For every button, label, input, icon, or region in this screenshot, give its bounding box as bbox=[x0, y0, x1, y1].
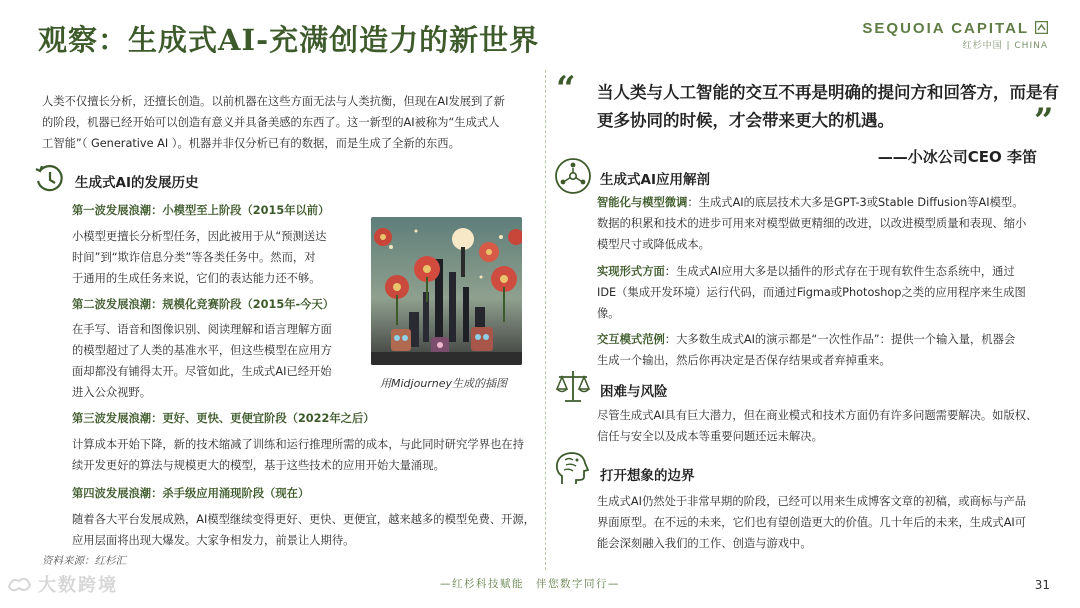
intro-line: 工智能”（ Generative AI ）。机器并非仅分析已有的数据，而是生成了全新的东西。 bbox=[42, 137, 460, 150]
history-heading: 生成式AI的发展历史 bbox=[75, 175, 199, 191]
app-item-2-line: IDE（集成开发环境）运行代码，而通过Figma或Photoshop之类的应用程序来生成图 bbox=[597, 286, 1026, 299]
network-nodes-icon bbox=[554, 157, 592, 195]
app-item-2-line: ：生成式AI应用大多是以插件的形式存在于现有软件生态系统中，通过 bbox=[664, 265, 1015, 278]
scales-icon bbox=[554, 368, 592, 404]
logo-sub-text: 红杉中国 | CHINA bbox=[962, 41, 1048, 51]
wave-1-line: 时间”到“欺诈信息分类”等各类任务中。然而，对 bbox=[72, 251, 316, 264]
app-item-1 bbox=[597, 192, 1026, 255]
app-item-2-label: 实现形式方面 bbox=[597, 265, 665, 278]
brain-head-icon bbox=[552, 450, 592, 488]
wave-4-line: 随着各大平台发展成熟，AI模型继续变得更好、更快、更便宜，越来越多的模型免费、开源， bbox=[72, 513, 535, 526]
applications-heading: 生成式AI应用解剖 bbox=[600, 172, 710, 188]
app-item-3-line: ：大多数生成式AI的演示都是“一次性作品”：提供一个输入量，机器会 bbox=[664, 333, 1016, 346]
page-number: 31 bbox=[1034, 578, 1050, 592]
imagination-line: 界面原型。在不远的未来，它们也有望创造更大的价值。几十年后的未来，生成式AI可 bbox=[597, 516, 1027, 529]
intro-paragraph bbox=[42, 91, 505, 154]
wave-1-title: 第一波发展浪潮：小模型至上阶段（2015年以前） bbox=[72, 204, 330, 217]
app-item-3-label: 交互模式范例 bbox=[597, 333, 665, 346]
wave-1-line: 小模型更擅长分析型任务，因此被用于从“预测送达 bbox=[72, 230, 327, 243]
open-quote-mark: “ bbox=[556, 69, 576, 109]
risks-line: 尽管生成式AI具有巨大潜力，但在商业模式和技术方面仍有许多问题需要解决。如版权、 bbox=[597, 409, 1038, 422]
page-title: 观察：生成式AI-充满创造力的新世界 bbox=[38, 23, 540, 57]
wave-4-text bbox=[72, 509, 535, 551]
wave-3-title: 第三波发展浪潮：更好、更快、更便宜阶段（2022年之后） bbox=[72, 412, 375, 425]
app-item-1-line: 数据的积累和技术的进步可用来对模型做更精细的改进，以改进模型质量和表现、缩小 bbox=[597, 217, 1027, 230]
watermark bbox=[6, 571, 118, 597]
wave-2-text bbox=[72, 319, 332, 403]
illustration-caption: 用Midjourney生成的插图 bbox=[380, 377, 508, 390]
wave-4-line: 应用层面将出现大爆发。大家争相发力，前景让人期待。 bbox=[72, 534, 355, 547]
quote-author: ——小冰公司CEO 李笛 bbox=[877, 148, 1037, 166]
risks-heading: 困难与风险 bbox=[600, 384, 668, 400]
risks-text bbox=[597, 405, 1037, 447]
imagination-line: 能会深刻融入我们的工作、创造与游戏中。 bbox=[597, 537, 812, 550]
app-item-1-line: 模型尺寸或降低成本。 bbox=[597, 238, 710, 251]
wave-4-title: 第四波发展浪潮：杀手级应用涌现阶段（现在） bbox=[72, 487, 310, 500]
intro-line: 的阶段，机器已经开始可以创造有意义并具备美感的东西了。这一新型的AI被称为“生成式人 bbox=[42, 116, 500, 129]
wave-2-title: 第二波发展浪潮：规模化竞赛阶段（2015年-今天） bbox=[72, 298, 335, 311]
watermark-text: 大数跨境 bbox=[38, 575, 118, 596]
app-item-2-line: 像。 bbox=[597, 307, 620, 320]
imagination-line: 生成式AI仍然处于非常早期的阶段，已经可以用来生成博客文章的初稿，或商标与产品 bbox=[597, 495, 1027, 508]
app-item-3 bbox=[597, 329, 1015, 371]
quote-line: 更多协同的时候，才会带来更大的机遇。 bbox=[597, 111, 894, 130]
sequoia-mark-icon bbox=[1035, 21, 1048, 34]
imagination-text bbox=[597, 491, 1026, 554]
source-note: 资料来源：红杉汇 bbox=[42, 555, 126, 567]
app-item-3-line: 生成一个输出，然后你再决定是否保存结果或者弃掉重来。 bbox=[597, 354, 891, 367]
wave-3-text bbox=[72, 434, 524, 476]
intro-line: 人类不仅擅长分析，还擅长创造。以前机器在这些方面无法与人类抗衡，但现在AI发展到了新 bbox=[42, 95, 505, 108]
app-item-1-label: 智能化与模型微调 bbox=[597, 196, 688, 209]
wave-2-line: 进入公众视野。 bbox=[72, 386, 152, 399]
logo-main-text: SEQUOIA CAPITAL bbox=[862, 20, 1048, 37]
wave-3-line: 计算成本开始下降，新的技术缩减了训练和运行推理所需的成本，与此同时研究学界也在持 bbox=[72, 438, 524, 451]
wave-2-line: 的模型超过了人类的基准水平，但这些模型在应用方 bbox=[72, 344, 332, 357]
wave-3-line: 续开发更好的算法与规模更大的模型，基于这些技术的应用开始大量涌现。 bbox=[72, 459, 445, 472]
risks-line: 信任与安全以及成本等重要问题还远未解决。 bbox=[597, 430, 823, 443]
wave-2-line: 面却都没有铺得太开。尽管如此，生成式AI已经开始 bbox=[72, 365, 332, 378]
sequoia-logo bbox=[862, 20, 1048, 51]
wave-1-text bbox=[72, 226, 326, 289]
quote-line: 当人类与人工智能的交互不再是明确的提问方和回答方，而是有 bbox=[597, 83, 1059, 102]
app-item-2 bbox=[597, 261, 1026, 324]
watermark-logo-icon bbox=[6, 573, 34, 595]
column-divider bbox=[545, 70, 546, 570]
wave-1-line: 于通用的生成任务来说，它们的表达能力还不够。 bbox=[72, 272, 321, 285]
history-clock-icon bbox=[34, 163, 66, 195]
footer-slogan: —红杉科技赋能 伴您数字同行— bbox=[440, 578, 620, 590]
close-quote-mark: ” bbox=[1034, 101, 1054, 141]
app-item-1-line: ：生成式AI的底层技术大多是GPT-3或Stable Diffusion等AI模型。 bbox=[687, 196, 1024, 209]
wave-2-line: 在手写、语音和图像识别、阅读理解和语言理解方面 bbox=[72, 323, 332, 336]
imagination-heading: 打开想象的边界 bbox=[600, 468, 695, 484]
midjourney-illustration bbox=[371, 217, 522, 365]
ceo-quote bbox=[597, 79, 1059, 135]
